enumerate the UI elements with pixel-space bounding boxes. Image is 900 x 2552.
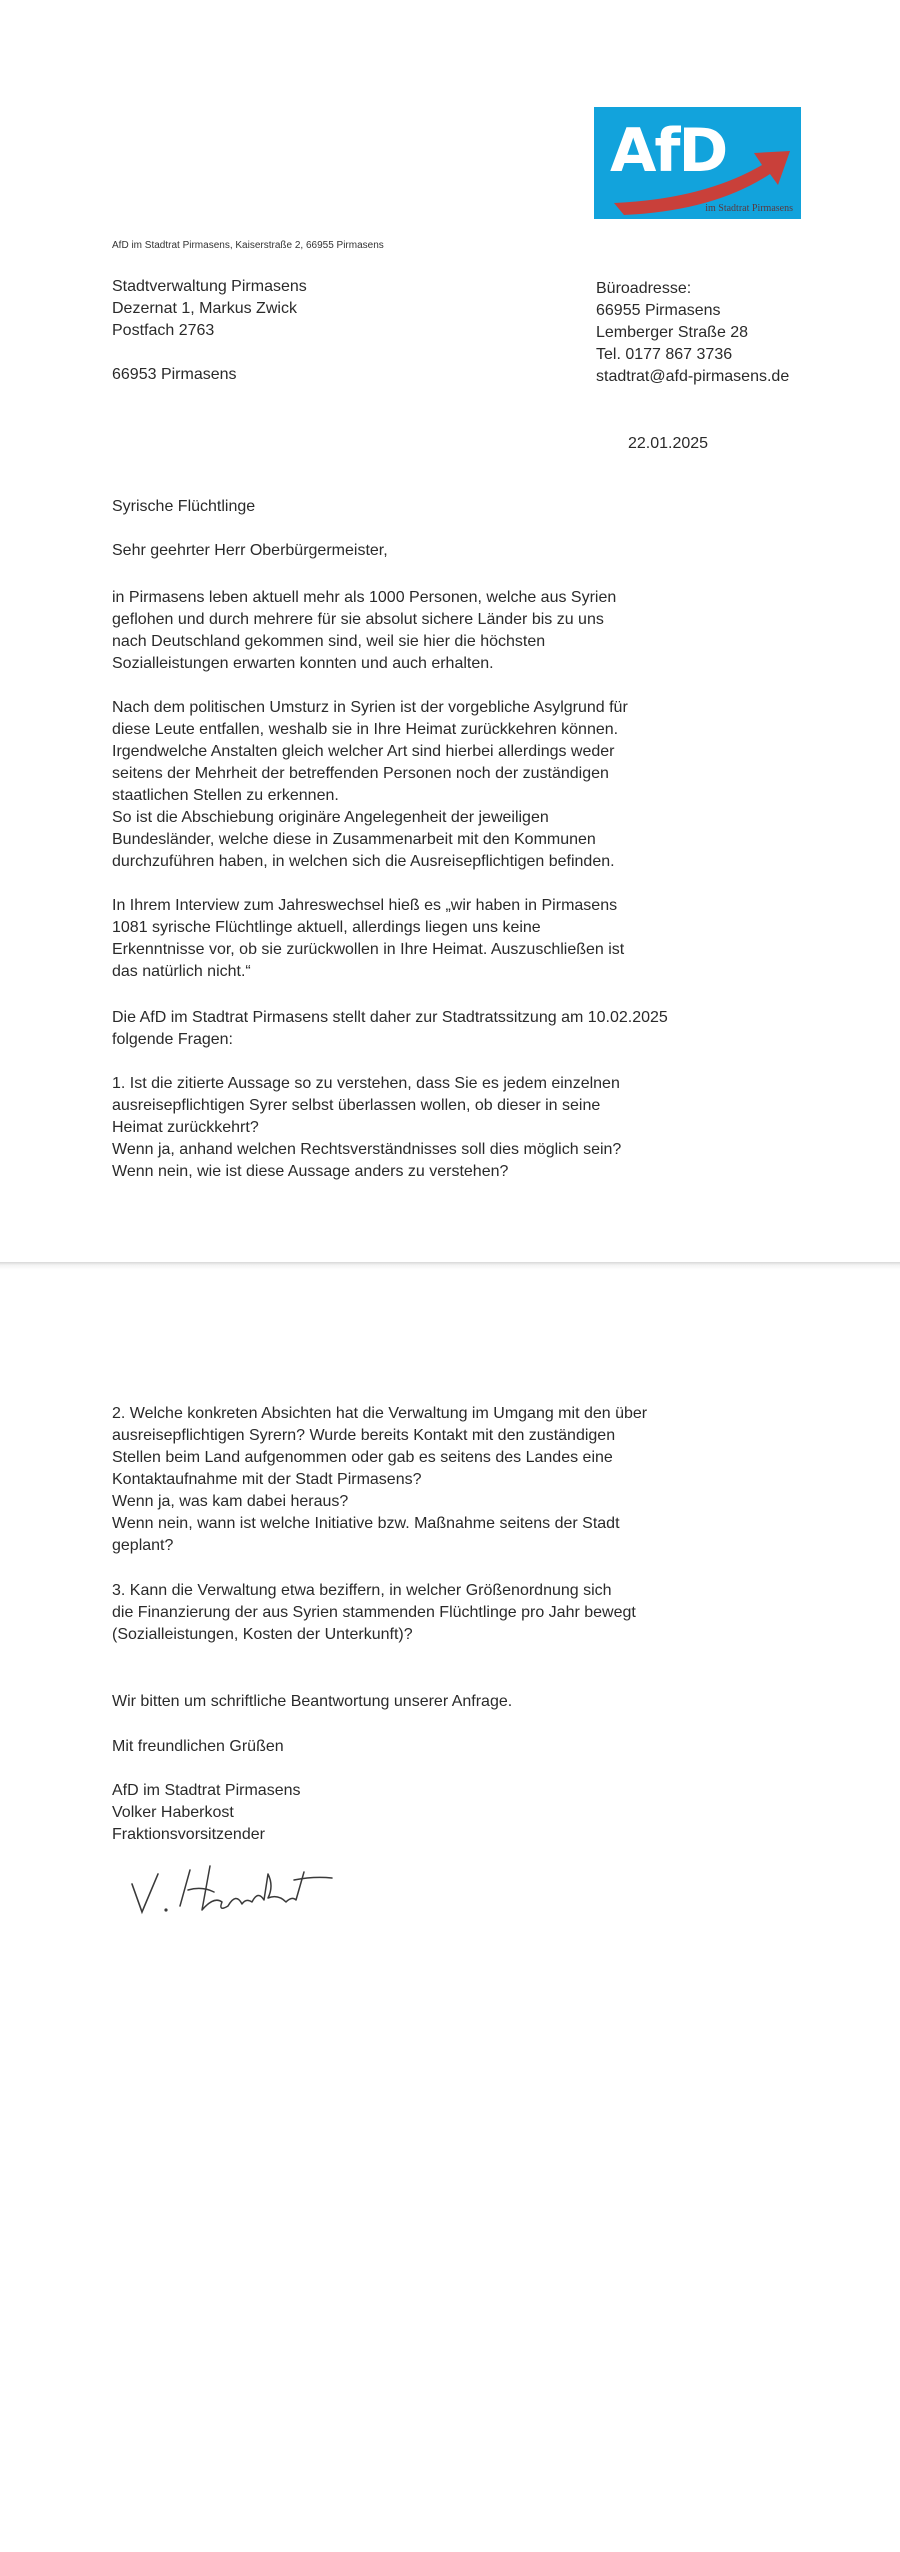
- office-address: [596, 278, 789, 388]
- paragraph-situation: [112, 697, 672, 873]
- recipient-line: 66953 Pirmasens: [112, 366, 237, 383]
- recipient-line: Postfach 2763: [112, 322, 215, 339]
- letter-subject: Syrische Flüchtlinge: [112, 498, 256, 515]
- office-line: Lemberger Straße 28: [596, 324, 749, 341]
- letter-page-1: [0, 0, 900, 1262]
- closing-greeting: Mit freundlichen Grüßen: [112, 1738, 284, 1755]
- office-line: Tel. 0177 867 3736: [596, 346, 733, 363]
- signatory-line: AfD im Stadtrat Pirmasens: [112, 1782, 301, 1799]
- paragraph-line: Erkenntnisse vor, ob sie zurückwollen in Ihre Heimat. Auszuschließen ist: [112, 941, 625, 958]
- paragraph-line: durchzuführen haben, in welchen sich die Ausreisepflichtigen befinden.: [112, 853, 615, 870]
- paragraph-line: Die AfD im Stadtrat Pirmasens stellt daher zur Stadtratssitzung am 10.02.2025: [112, 1009, 668, 1026]
- paragraph-line: 3. Kann die Verwaltung etwa beziffern, in welcher Größenordnung sich: [112, 1582, 612, 1599]
- signatory-name: Volker Haberkost: [112, 1804, 234, 1821]
- office-email: stadtrat@afd-pirmasens.de: [596, 368, 790, 385]
- question-3: [112, 1580, 672, 1646]
- paragraph-line: So ist die Abschiebung originäre Angelegenheit der jeweiligen: [112, 809, 549, 826]
- recipient-line: Dezernat 1, Markus Zwick: [112, 300, 297, 317]
- paragraph-line: das natürlich nicht.“: [112, 963, 251, 980]
- paragraph-line: folgende Fragen:: [112, 1031, 233, 1048]
- signatory-title: Fraktionsvorsitzender: [112, 1826, 265, 1843]
- paragraph-line: Bundesländer, welche diese in Zusammenarbeit mit den Kommunen: [112, 831, 596, 848]
- paragraph-line: die Finanzierung der aus Syrien stammenden Flüchtlinge pro Jahr bewegt: [112, 1604, 636, 1621]
- closing-request: Wir bitten um schriftliche Beantwortung unserer Anfrage.: [112, 1693, 513, 1710]
- page-break-divider: [0, 1262, 900, 1270]
- paragraph-line: Sozialleistungen erwarten konnten und auch erhalten.: [112, 655, 494, 672]
- paragraph-line: geflohen und durch mehrere für sie absolut sichere Länder bis zu uns: [112, 611, 604, 628]
- paragraph-line: nach Deutschland gekommen sind, weil sie hier die höchsten: [112, 633, 546, 650]
- sender-return-address: AfD im Stadtrat Pirmasens, Kaiserstraße 2, 66955 Pirmasens: [112, 240, 384, 251]
- paragraph-line: 1. Ist die zitierte Aussage so zu verstehen, dass Sie es jedem einzelnen: [112, 1075, 620, 1092]
- office-line: 66955 Pirmasens: [596, 302, 721, 319]
- paragraph-line: Wenn ja, anhand welchen Rechtsverständnisses soll dies möglich sein?: [112, 1141, 622, 1158]
- letter-salutation: Sehr geehrter Herr Oberbürgermeister,: [112, 542, 388, 559]
- paragraph-line: ausreisepflichtigen Syrern? Wurde bereits Kontakt mit den zuständigen: [112, 1427, 616, 1444]
- office-line: Büroadresse:: [596, 280, 692, 297]
- logo-subtitle: im Stadtrat Pirmasens: [705, 203, 793, 214]
- letter-date: 22.01.2025: [628, 435, 709, 452]
- paragraph-line: diese Leute entfallen, weshalb sie in Ihre Heimat zurückkehren können.: [112, 721, 619, 738]
- paragraph-line: ausreisepflichtigen Syrer selbst überlassen wollen, ob dieser in seine: [112, 1097, 601, 1114]
- question-2: [112, 1403, 672, 1557]
- paragraph-line: Stellen beim Land aufgenommen oder gab es seitens des Landes eine: [112, 1449, 613, 1466]
- question-1: [112, 1073, 672, 1183]
- paragraph-line: Kontaktaufnahme mit der Stadt Pirmasens?: [112, 1471, 422, 1488]
- paragraph-line: geplant?: [112, 1537, 174, 1554]
- paragraph-line: 1081 syrische Flüchtlinge aktuell, allerdings liegen uns keine: [112, 919, 541, 936]
- paragraph-interview-quote: [112, 895, 672, 983]
- paragraph-questions-intro: [112, 1007, 672, 1051]
- paragraph-line: seitens der Mehrheit der betreffenden Personen noch der zuständigen: [112, 765, 609, 782]
- recipient-line: [112, 342, 307, 364]
- recipient-line: Stadtverwaltung Pirmasens: [112, 278, 307, 295]
- paragraph-line: Nach dem politischen Umsturz in Syrien ist der vorgebliche Asylgrund für: [112, 699, 628, 716]
- paragraph-intro: [112, 587, 672, 675]
- afd-logo: [594, 107, 801, 219]
- paragraph-line: Wenn ja, was kam dabei heraus?: [112, 1493, 349, 1510]
- paragraph-line: Wenn nein, wie ist diese Aussage anders zu verstehen?: [112, 1163, 509, 1180]
- paragraph-line: Wenn nein, wann ist welche Initiative bzw. Maßnahme seitens der Stadt: [112, 1515, 620, 1532]
- paragraph-line: in Pirmasens leben aktuell mehr als 1000 Personen, welche aus Syrien: [112, 589, 617, 606]
- paragraph-line: 2. Welche konkreten Absichten hat die Verwaltung im Umgang mit den über: [112, 1405, 648, 1422]
- paragraph-line: Heimat zurückkehrt?: [112, 1119, 259, 1136]
- paragraph-line: staatlichen Stellen zu erkennen.: [112, 787, 339, 804]
- handwritten-signature: [118, 1856, 358, 1926]
- logo-text: AfD: [610, 116, 727, 186]
- paragraph-line: Irgendwelche Anstalten gleich welcher Art sind hierbei allerdings weder: [112, 743, 615, 760]
- signatory-block: [112, 1780, 672, 1846]
- paragraph-line: (Sozialleistungen, Kosten der Unterkunft)?: [112, 1626, 413, 1643]
- paragraph-line: In Ihrem Interview zum Jahreswechsel hieß es „wir haben in Pirmasens: [112, 897, 618, 914]
- recipient-address: [112, 276, 307, 386]
